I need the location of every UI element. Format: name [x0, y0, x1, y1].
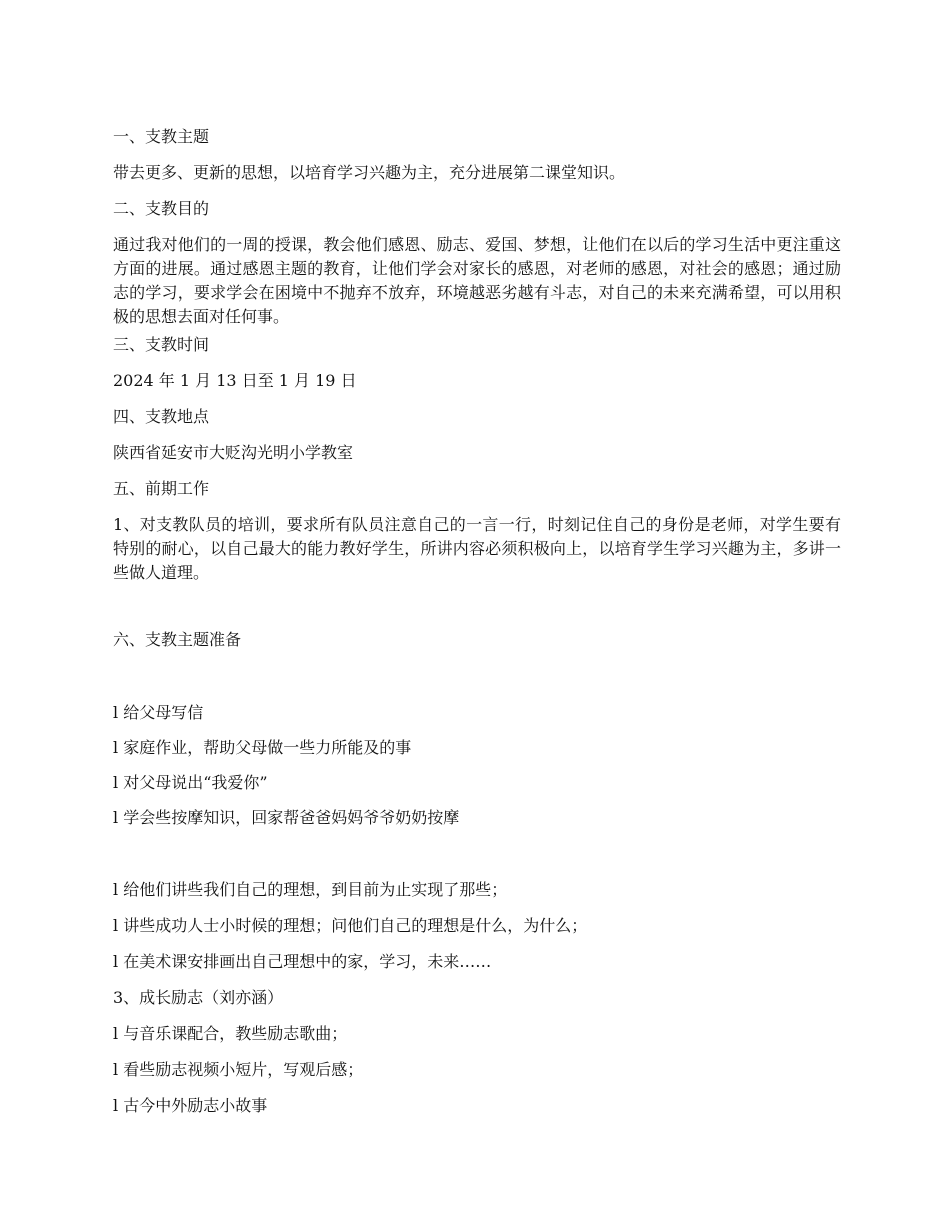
section-heading-location: 四、支教地点 [113, 407, 210, 426]
list-item: l 给他们讲些我们自己的理想，到目前为止实现了那些； [113, 880, 508, 899]
list-item: l 对父母说出“我爱你” [113, 773, 268, 792]
list-item: l 讲些成功人士小时候的理想；问他们自己的理想是什么，为什么； [113, 916, 588, 935]
section-body-location: 陕西省延安市大贬沟光明小学教室 [113, 443, 354, 462]
section-body-purpose: 通过我对他们的一周的授课，教会他们感恩、励志、爱国、梦想，让他们在以后的学习生活中更注重这方面的进展。通过感恩主题的教育，让他们学会对家长的感恩，对老师的感恩，对社会的感恩；通过励志的学习，要求学会在困境中不抛弃不放弃，环境越恶劣越有斗志，对自己的未来充满希望，可以用积极的思想去面对任何事。 [113, 235, 841, 326]
list-item: l 与音乐课配合，教些励志歌曲； [113, 1024, 348, 1043]
subsection-heading-growth: 3、成长励志（刘亦涵） [113, 988, 284, 1007]
document-page [113, 0, 841, 1230]
section-heading-time: 三、支教时间 [113, 335, 210, 354]
section-body-theme: 带去更多、更新的思想，以培育学习兴趣为主，充分进展第二课堂知识。 [113, 163, 626, 182]
list-item: l 学会些按摩知识，回家帮爸爸妈妈爷爷奶奶按摩 [113, 808, 460, 827]
list-item: l 古今中外励志小故事 [113, 1096, 268, 1115]
section-heading-preparation: 五、前期工作 [113, 479, 210, 498]
section-body-time: 2024 年 1 月 13 日至 1 月 19 日 [113, 371, 357, 390]
section-body-preparation: 1、对支教队员的培训，要求所有队员注意自己的一言一行，时刻记住自己的身份是老师，对学生要有特别的耐心，以自己最大的能力教好学生，所讲内容必须积极向上，以培育学生学习兴趣为主，多讲一些做人道理。 [113, 515, 841, 582]
section-heading-theme: 一、支教主题 [113, 127, 210, 146]
list-item: l 给父母写信 [113, 703, 204, 722]
list-item: l 在美术课安排画出自己理想中的家，学习，未来…… [113, 952, 492, 971]
list-item: l 家庭作业，帮助父母做一些力所能及的事 [113, 738, 412, 757]
list-item: l 看些励志视频小短片，写观后感； [113, 1060, 364, 1079]
section-heading-topics: 六、支教主题准备 [113, 630, 242, 649]
section-heading-purpose: 二、支教目的 [113, 199, 210, 218]
